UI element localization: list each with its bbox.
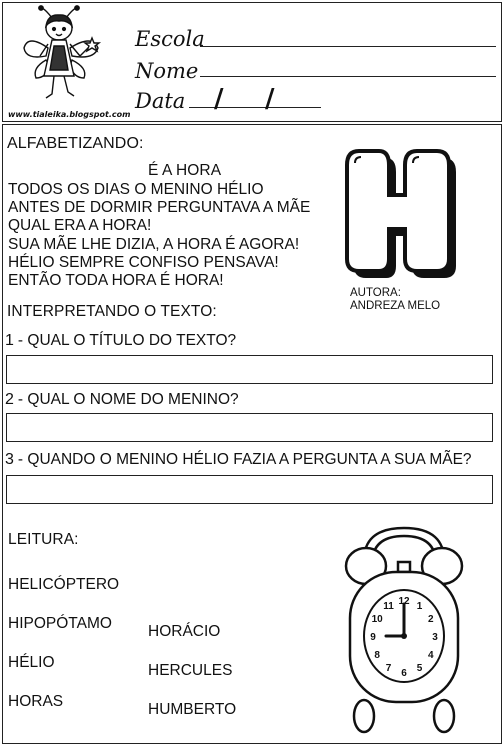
- school-label: Escola: [135, 27, 205, 51]
- clock-number: 4: [428, 650, 434, 661]
- date-slash-1: /: [214, 84, 224, 114]
- poem-line: ANTES DE DORMIR PERGUNTAVA A MÃE: [8, 199, 311, 217]
- clock-number: 11: [383, 600, 394, 612]
- website-url: www.tialeika.blogspot.com: [8, 110, 131, 119]
- clock-number: 5: [416, 663, 423, 675]
- poem-line: SUA MÃE LHE DIZIA, A HORA É AGORA!: [8, 235, 300, 253]
- alarm-clock-icon: [342, 524, 468, 736]
- poem-line: ENTÃO TODA HORA É HORA!: [8, 272, 224, 290]
- date-label: Data: [135, 89, 186, 113]
- question-text: QUAL O TÍTULO DO TEXTO?: [27, 332, 237, 349]
- poem-text: [8, 181, 310, 290]
- clock-number: 7: [385, 663, 392, 675]
- reading-word: HORAS: [8, 693, 64, 710]
- section-title: ALFABETIZANDO:: [7, 135, 144, 152]
- question-number: 3: [5, 451, 14, 468]
- reading-word: HÉLIO: [8, 654, 55, 671]
- letter-h-graphic: [345, 147, 465, 282]
- question-2: 2 - QUAL O NOME DO MENINO?: [5, 391, 239, 408]
- fairy-girl-icon: [18, 4, 110, 108]
- author-block: [350, 287, 440, 312]
- question-number: 1: [5, 332, 14, 349]
- reading-word: HORÁCIO: [148, 623, 221, 640]
- name-field[interactable]: [200, 76, 496, 77]
- author-label: AUTORA:: [350, 287, 401, 299]
- question-text: QUAL O NOME DO MENINO?: [27, 391, 239, 408]
- clock-number: 10: [371, 614, 383, 625]
- question-1: 1 - QUAL O TÍTULO DO TEXTO?: [5, 332, 237, 349]
- poem-line: QUAL ERA A HORA!: [8, 217, 152, 235]
- author-name: ANDREZA MELO: [350, 299, 441, 312]
- clock-number: 1: [416, 600, 423, 612]
- reading-word: HIPOPÓTAMO: [8, 615, 112, 632]
- date-slash-2: /: [265, 84, 275, 114]
- clock-number: 9: [370, 632, 376, 643]
- reading-word: HERCULES: [148, 662, 233, 679]
- reading-word: HUMBERTO: [148, 701, 237, 718]
- poem-line: TODOS OS DIAS O MENINO HÉLIO: [8, 181, 264, 198]
- big-letter: H: [401, 247, 402, 248]
- clock-number: 8: [374, 650, 380, 661]
- question-3: 3 - QUANDO O MENINO HÉLIO FAZIA A PERGUNTA A SUA MÃE?: [5, 451, 472, 468]
- clock-number: 6: [401, 668, 407, 679]
- poem-line: HÉLIO SEMPRE CONFISO PENSAVA!: [8, 253, 279, 271]
- clock-number: 2: [428, 614, 434, 625]
- question-text: QUANDO O MENINO HÉLIO FAZIA A PERGUNTA A SUA MÃE?: [27, 451, 472, 468]
- interpret-title: INTERPRETANDO O TEXTO:: [7, 303, 217, 320]
- school-field[interactable]: [200, 46, 496, 47]
- answer-box-2[interactable]: [6, 413, 493, 442]
- date-field[interactable]: [189, 107, 321, 108]
- reading-title: LEITURA:: [8, 531, 79, 548]
- answer-box-1[interactable]: [6, 355, 493, 384]
- answer-box-3[interactable]: [6, 475, 493, 504]
- clock-number: 3: [432, 632, 438, 643]
- clock-number: 12: [398, 596, 410, 607]
- reading-word: HELICÓPTERO: [8, 576, 120, 593]
- question-number: 2: [5, 391, 14, 408]
- poem-title: É A HORA: [148, 162, 222, 179]
- name-label: Nome: [135, 59, 199, 83]
